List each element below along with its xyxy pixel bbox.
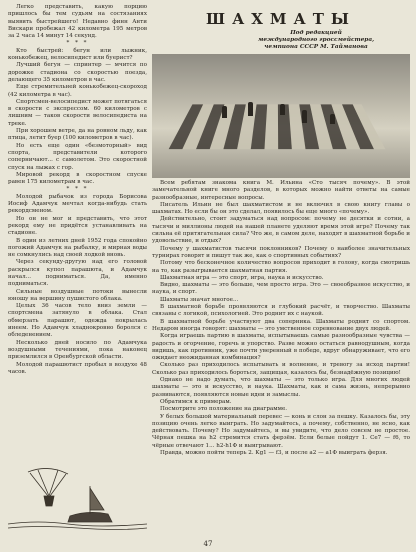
paragraph: Видно, шахматы — это больше, чем просто игра. Это — своеобразное искусство, и наука, и спорт. <box>152 282 410 296</box>
article-text <box>152 180 410 457</box>
chess-piece <box>302 110 307 123</box>
paragraph: Потому что бесконечное количество вопросов приходит в голову, когда смотришь на то, как разыгрывается шахматная партия. <box>152 260 410 274</box>
paragraph: Сколько раз приходилось испытывать и волнение, и тревогу за исход партии! Сколько раз приходилось бороться, защищая, казалось бы, безнадёжную позицию! <box>152 362 410 376</box>
chessboard-photo <box>152 54 410 178</box>
paragraph: Почему у шахматистов тысячи поклонников? Почему о наиболее значительных турнирах говорят и пишут так же, как о спортивных событиях? <box>152 245 410 259</box>
page-number: 47 <box>203 540 213 548</box>
paragraph: Целых 36 часов тело вниз земли — спортсмена затянуло в облака. Стал обмерзать парашют, одежда покрылась инеем. Но Адамчук хладнокровно боролся с обледенением. <box>8 303 147 339</box>
paragraph: У белых большой материальный перевес — конь и слон за пешку. Казалось бы, эту позицию очень легко выиграть. Но задумайтесь, а почему, собственно, не ясно, как действовать. Почему? Но задумайтесь, и вы увидите, что дело совсем не простое. Чёрная пешка на h2 стремится стать ферзём. Если белые пойдут 1. Се7 — f6, то чёрные отвечают 1... h2-h1Ф и выигрывают. <box>152 413 410 449</box>
section-divider: * * * <box>66 186 89 193</box>
section-divider: * * * <box>66 40 89 47</box>
paragraph: Действительно, стоит задуматься над вопросом: почему не десятки и сотни, а тысячи и миллионы людей на нашей планете уделяют время этой игре? Почему так сильна её притягательная сила? Что же, в самом деле, находят в шахматной борьбе и удовольствие, и отдых? <box>152 216 410 245</box>
byline <box>222 30 410 51</box>
byline-line: чемпиона СССР М. Тайманова <box>264 44 368 50</box>
paragraph: Лучший бегун — спринтер — мчится по дорожке стадиона со скоростью поезда, делающего 35 километров в час. <box>8 62 147 83</box>
chess-piece <box>248 102 253 116</box>
paragraph: В один из летних дней 1952 года спокойно погожий Адамчук на рыбалку, и мирная воды не сомкнулись над своей лодкой вновь. <box>8 237 147 259</box>
chess-piece <box>280 104 285 115</box>
paragraph: При хорошем ветре, да на ровном льду, как птица, летит буер (100 километров в час). <box>8 128 147 142</box>
paragraph: Несколько дней носило по Адамчука воздушными течениями, пока наконец приземлился в Оренбургской области. <box>8 339 147 361</box>
byline-line: Под редакцией <box>290 30 342 36</box>
paragraph: Сильные воздушные потоки вынесли юношу на вершину пушистого облака. <box>8 288 147 302</box>
right-column <box>152 4 410 457</box>
paragraph: Когда играешь партию в шахматы, испытываешь самые разнообразные чувства — радость и огорчение, горечь и упорство. Разве можно остаться равнодушным, когда видишь, как противник, уже почти уверенный в победе, вдруг обнаруживает, что его ожидает неожиданная комбинация? <box>152 333 410 362</box>
paragraph: В шахматной борьбе участвуют два соперника. Шахматы роднит со спортом. Недаром иногда говорят: шахматы — это умственное соревнование двух людей. <box>152 318 410 332</box>
paragraph: Спортсмен-велосипедист может потягаться в скорости с экспрессом. 60 километров с лишним — таков скорости велосипедиста на треке. <box>8 98 147 127</box>
paragraph: Мировой рекорд в скоростном спуске равен 175 километрам в час. <box>8 171 147 186</box>
paragraph: Однако не надо думать, что шахматы — это только игра. Для многих людей шахматы — это и искусство, и наука. Шахматы, как и сама жизнь, непрерывно развиваются, появляются новые идеи и замыслы. <box>152 377 410 398</box>
left-column <box>8 4 147 376</box>
paragraph: Через секунду-другую над его головой раскрылся купол парашюта, и Адамчук начал... подниматься. Да, именно подниматься. <box>8 259 147 288</box>
paragraph: Посмотрите это положение на диаграмме. <box>160 406 288 413</box>
chess-piece <box>330 114 335 124</box>
paragraph: Писатель Ильин не был шахматистом и не включил в свою книгу главы о шахматах. Но если бы он это сделал, появилось бы еще много «почему». <box>152 201 410 216</box>
paragraph: Правда, можно пойти теперь 2. Kg1 — f3, и после а2 — a1Ф выиграть ферзя. <box>160 449 388 456</box>
paragraph: Молодой парашютист пробыл в воздухе 48 часов. <box>8 361 147 375</box>
page-title: ШАХМАТЫ <box>206 10 356 28</box>
paragraph: В шахматной борьбе проявляются и глубокий расчёт, и творчество. Шахматы связаны с логикой, психологией. Это роднит их с наукой. <box>152 304 410 318</box>
paragraph: Молодой рыбачок из города Борисова Иосиф Адамчук мечтал когда-нибудь стать рекордсменом. <box>8 193 147 215</box>
paragraph: Но он не мог и представить, что этот рекорд ему не придётся устанавливать на стадионе. <box>8 215 147 237</box>
paragraph: Шахматная игра — это спорт, игра, наука и искусство. <box>160 274 324 281</box>
chessboard <box>169 104 386 149</box>
paragraph: Обратимся к примерам. <box>160 398 232 405</box>
parachute-boat-illustration <box>8 466 147 530</box>
paragraph: Всем ребятам знакома книга М. Ильина «Сто тысяч почему». В этой замечательной книге много разделов, в которых можно найти ответы на самые разнообразные, интересные вопросы. <box>152 180 410 201</box>
paragraph: Кто быстрей: бегун или лыжник, конькобежец, велосипедист или буерист? <box>8 47 147 62</box>
byline-line: международного гроссмейстера, <box>257 37 375 43</box>
chess-piece <box>222 106 227 118</box>
paragraph: Но есть еще один «безмоторный» вид спорта, представители которого соперничают... с самолетом. Это скоростной спуск на лыжах с гор. <box>8 142 147 171</box>
paragraph: Легко представить, какую порцию пришлось бы тем судьям на состязаниях выявить быстрейшего! Недавно финн Анти Вискари пробежал 42 километра 195 метров за 2 часа 14 минут 14 секунд. <box>8 4 147 40</box>
paragraph: Еще стремительней конькобежец-скороход (42 километра в час). <box>8 84 147 98</box>
paragraph: Шахматы значат многое... <box>160 296 239 303</box>
